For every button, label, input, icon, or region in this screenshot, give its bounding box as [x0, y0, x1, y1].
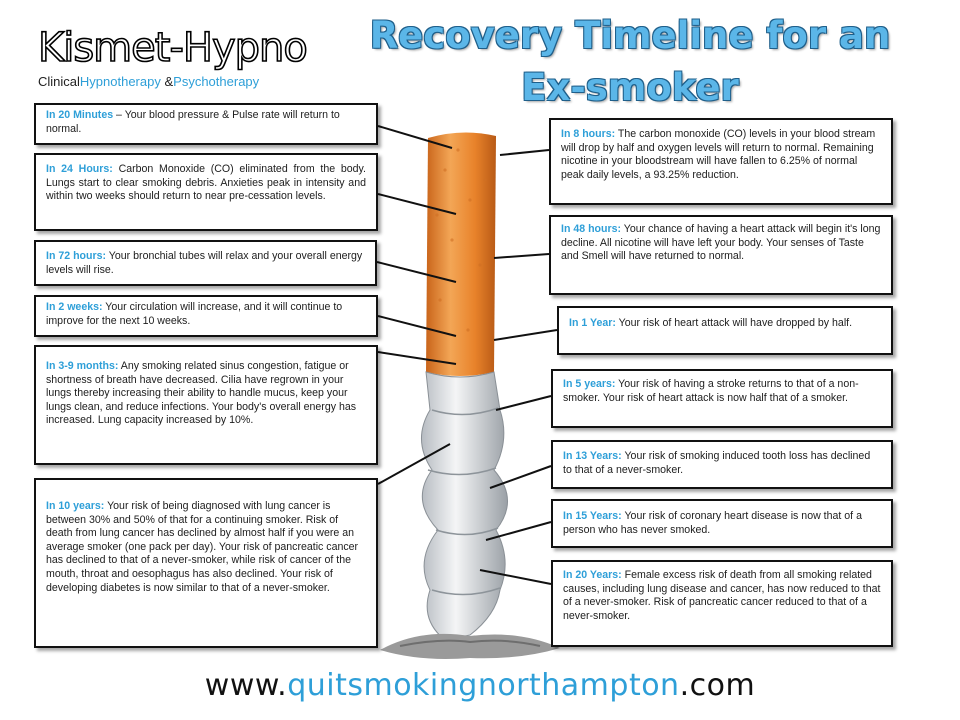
milestone-15-years: In 15 Years: Your risk of coronary heart disease is now that of a person who has never smoked. [551, 499, 893, 548]
milestone-1-year: In 1 Year: Your risk of heart attack will have dropped by half. [557, 306, 893, 355]
title-line-2: Ex-smoker [521, 66, 739, 109]
brand-logo [38, 26, 307, 89]
milestone-10-years: In 10 years: Your risk of being diagnosed with lung cancer is between 30% and 50% of that for a continuing smoker. Risk of death from lung cancer has declined by almost half if you were an average smoker (one pack per day). Your risk of pancreatic cancer has declined to that of a never-smoker, while risk of cancer of the mouth, throat and oesophagus has also declined. Your risk of developing diabetes is now similar to that of a never-smoker. [34, 478, 378, 648]
milestone-20-minutes: In 20 Minutes – Your blood pressure & Pulse rate will return to normal. [34, 103, 378, 145]
ash-pile [380, 634, 560, 659]
brand-name: Kismet-Hypno [38, 25, 307, 71]
milestone-13-years: In 13 Years: Your risk of smoking induced tooth loss has declined to that of a never-smoker. [551, 440, 893, 489]
milestone-2-weeks: In 2 weeks: Your circulation will increase, and it will continue to improve for the next 10 weeks. [34, 295, 378, 337]
website-link[interactable]: www.quitsmokingnorthampton.com [204, 668, 756, 703]
milestone-8-hours: In 8 hours: The carbon monoxide (CO) levels in your blood stream will drop by half and oxygen levels will return to normal. Remaining nicotine in your bloodstream will have fallen to 6.25% of normal peak daily levels, a 93.25% reduction. [549, 118, 893, 205]
milestone-48-hours: In 48 hours: Your chance of having a heart attack will begin it's long decline. All nicotine will have left your body. Your senses of Taste and Smell will have returned to normal. [549, 215, 893, 295]
brand-tagline: ClinicalHypnotherapy &Psychotherapy [38, 74, 260, 89]
milestone-5-years: In 5 years: Your risk of having a stroke returns to that of a non-smoker. Your risk of heart attack is now half that of a smoker. [551, 369, 893, 428]
title-line-1: Recovery Timeline for an [369, 14, 891, 57]
page-title [360, 10, 900, 114]
cigarette-filter [426, 132, 496, 376]
milestone-24-hours: In 24 Hours: Carbon Monoxide (CO) eliminated from the body. Lungs start to clear smoking debris. Anxieties peak in intensity and within two weeks should return to near pre-cessation levels. [34, 153, 378, 231]
milestone-72-hours: In 72 hours: Your bronchial tubes will relax and your overall energy levels will rise. [34, 240, 377, 286]
cigarette-paper [421, 372, 507, 640]
milestone-20-years: In 20 Years: Female excess risk of death from all smoking related causes, including lung disease and cancer, has now reduced to that of a never-smoker. Risk of pancreatic cancer reduced to that of a never-smoker. [551, 560, 893, 647]
milestone-3-9-months: In 3-9 months: Any smoking related sinus congestion, fatigue or shortness of breath have decreased. Cilia have regrown in your lungs thereby increasing their ability to handle mucus, keep your lungs clean, and reduce infections. Your body's overall energy has increased. Lung capacity increased by 10%. [34, 345, 378, 465]
